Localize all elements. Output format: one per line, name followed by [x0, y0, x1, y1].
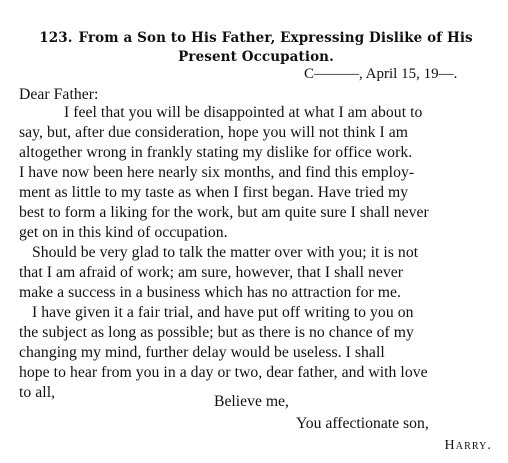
paragraph-2-line-2: that I am afraid of work; am sure, however, that I shall never	[19, 264, 404, 281]
closing-believe-me: Believe me,	[214, 393, 289, 410]
paragraph-1-line-5: ment as little to my taste as when I first began. Have tried my	[19, 184, 409, 201]
paragraph-3-line-4: hope to hear from you in a day or two, dear father, and with love	[19, 364, 428, 381]
paragraph-1-line-2: say, but, after due consideration, hope you will not think I am	[19, 124, 409, 141]
letter-heading	[16, 29, 496, 67]
signature: Harry.	[444, 438, 492, 453]
paragraph-1-line-3: altogether wrong in frankly stating my dislike for office work.	[19, 144, 413, 161]
letter-number: 123.	[39, 30, 73, 46]
paragraph-1-line-6: best to form a liking for the work, but am quite sure I shall never	[19, 204, 429, 221]
paragraph-3-line-3: changing my mind, further delay would be useless. I shall	[19, 344, 385, 361]
paragraph-2-line-3: make a success in a business which has no attraction for me.	[19, 284, 402, 301]
dateline: C———, April 15, 19—.	[304, 66, 458, 82]
salutation: Dear Father:	[19, 86, 99, 103]
heading-line-2: Present Occupation.	[178, 49, 334, 65]
paragraph-2-line-1: Should be very glad to talk the matter over with you; it is not	[32, 244, 419, 261]
closing-affectionate-son: You affectionate son,	[296, 415, 429, 432]
heading-title-part-1: From a Son to His Father, Expressing Dislike of His	[78, 30, 473, 46]
paragraph-3-line-5: to all,	[19, 384, 56, 401]
paragraph-1-line-1: I feel that you will be disappointed at what I am about to	[64, 104, 423, 121]
paragraph-3-line-2: the subject as long as possible; but as there is no chance of my	[19, 324, 414, 341]
heading-line-1	[16, 29, 496, 48]
paragraph-3-line-1: I have given it a fair trial, and have put off writing to you on	[32, 304, 414, 321]
paragraph-1-line-7: get on in this kind of occupation.	[19, 224, 228, 241]
paragraph-1-line-4: I have now been here nearly six months, and find this employ-	[19, 164, 415, 181]
